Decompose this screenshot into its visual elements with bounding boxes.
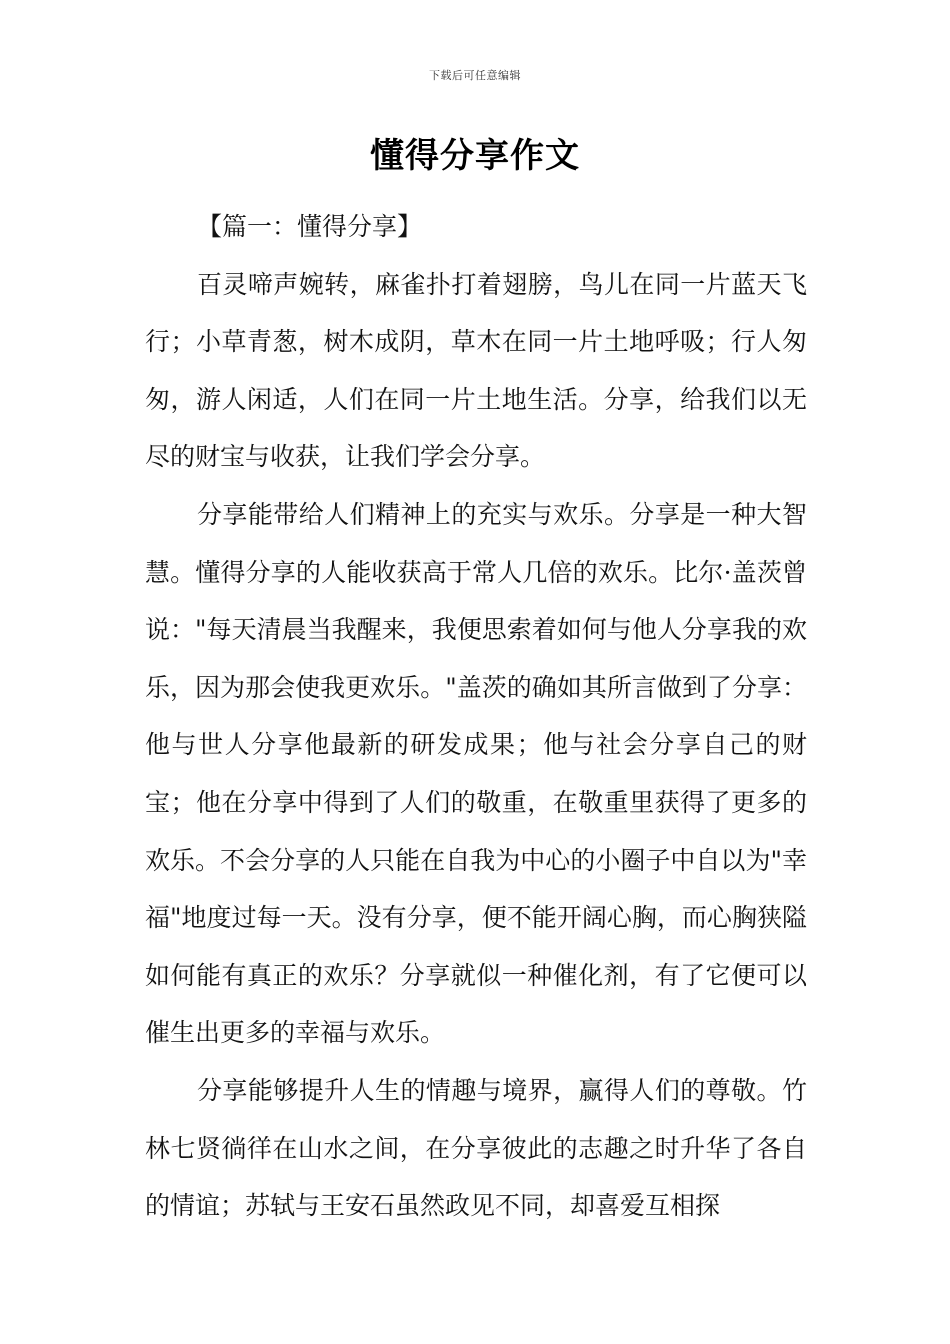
page-title: 懂得分享作文 <box>370 136 580 176</box>
article-body <box>145 198 807 1235</box>
paragraph-1: 百灵啼声婉转，麻雀扑打着翅膀，鸟儿在同一片蓝天飞行；小草青葱，树木成阴，草木在同一片土地呼吸；行人匆匆，游人闲适，人们在同一片土地生活。分享，给我们以无尽的财宝与收获，让我们学会分享。 <box>145 269 807 472</box>
paragraph-3: 分享能够提升人生的情趣与境界，赢得人们的尊敬。竹林七贤徜徉在山水之间，在分享彼此的志趣之时升华了各自的情谊；苏轼与王安石虽然政见不同，却喜爱互相探 <box>145 1075 807 1221</box>
section-heading: 【篇一：懂得分享】 <box>197 212 423 241</box>
paragraph-2: 分享能带给人们精神上的充实与欢乐。分享是一种大智慧。懂得分享的人能收获高于常人几倍的欢乐。比尔·盖茨曾说："每天清晨当我醒来，我便思索着如何与他人分享我的欢乐，因为那会使我更欢乐。"盖茨的确如其所言做到了分享：他与世人分享他最新的研发成果；他与社会分享自己的财宝；他在分享中得到了人们的敬重，在敬重里获得了更多的欢乐。不会分享的人只能在自我为中心的小圈子中自以为"幸福"地度过每一天。没有分享，便不能开阔心胸，而心胸狭隘如何能有真正的欢乐？分享就似一种催化剂，有了它便可以催生出更多的幸福与欢乐。 <box>145 499 807 1048</box>
header-note: 下载后可任意编辑 <box>429 69 521 82</box>
